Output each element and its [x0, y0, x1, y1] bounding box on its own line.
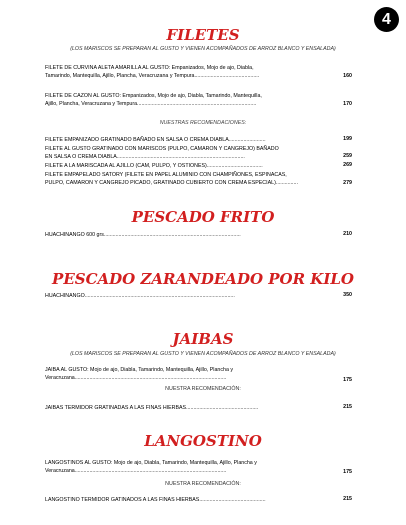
section-title-pescado-frito: PESCADO FRITO — [131, 208, 275, 226]
item-price: 175 — [343, 469, 352, 475]
item-line2: Veracruzana....................................................................................................... — [45, 375, 227, 382]
item-price: 350 — [343, 292, 352, 298]
item-line2: Ajillo, Plancha, Veracruzana y Tempura................................................................................. — [45, 101, 257, 108]
item-price: 215 — [343, 496, 352, 502]
item-line1: FILETE DE CURVINA ALETA AMARILLA AL GUSTO: Empanizados, Mojo de ajo, Diabla, — [45, 65, 254, 71]
menu-item — [45, 231, 307, 239]
filetes-subtitle: (LOS MARISCOS SE PREPARAN AL GUSTO Y VIENEN ACOMPAÑADOS DE ARROZ BLANCO Y ENSALADA) — [70, 46, 336, 52]
item-price: 269 — [343, 162, 352, 168]
item-price: 210 — [343, 231, 352, 237]
item-price: 215 — [343, 404, 352, 410]
item-line1: JAIBAS TERMIDOR GRATINADAS A LAS FINAS HIERBAS................................................. — [45, 405, 259, 411]
item-price: 279 — [343, 180, 352, 186]
item-price: 160 — [343, 73, 352, 79]
item-line1: FILETE EMPANIZADO GRATINADO BAÑADO EN SALSA O CREMA DIABLA......................... — [45, 137, 266, 143]
recommendations-label: NUESTRAS RECOMENDACIONES: — [159, 120, 247, 126]
menu-item — [45, 162, 307, 170]
menu-item — [45, 64, 307, 81]
recommendation-label: NUESTRA RECOMENDACIÓN: — [165, 386, 241, 392]
item-line1: FILETE A LA MARISCADA AL AJILLO (CAM, PULPO, Y OSTIONES)...................................... — [45, 163, 263, 169]
item-line2: PULPO, CAMARON Y CANGREJO PICADO, GRATINADO CUBIERTO CON CREMA ESPECIAL)............... — [45, 180, 298, 187]
item-line2: Tamarindo, Mantequilla, Ajillo, Plancha, Veracruzana y Tempura............................................ — [45, 73, 260, 80]
item-line1: LANGOSTINOS AL GUSTO: Mojo de ajo, Diabla, Tamarindo, Mantequilla, Ajillo, Plancha y — [45, 460, 257, 466]
jaibas-subtitle: (LOS MARISCOS SE PREPARAN AL GUSTO Y VIENEN ACOMPAÑADOS DE ARROZ BLANCO Y ENSALADA) — [70, 351, 336, 357]
menu-item — [45, 92, 307, 109]
item-line2: Veracruzana....................................................................................................... — [45, 468, 227, 475]
menu-item — [45, 136, 307, 144]
section-title-jaibas: JAIBAS — [172, 330, 234, 348]
item-price: 199 — [343, 136, 352, 142]
menu-item — [45, 145, 307, 162]
item-price: 259 — [343, 153, 352, 159]
page-number-badge: 4 — [374, 7, 399, 32]
item-line2: EN SALSA O CREMA DIABLA....................................................................................... — [45, 154, 245, 161]
section-title-zarandeado: PESCADO ZARANDEADO POR KILO — [52, 270, 354, 288]
menu-item — [45, 292, 307, 300]
menu-item — [45, 366, 307, 383]
item-price: 175 — [343, 377, 352, 383]
item-line1: HUACHINANGO...................................................................................................... — [45, 293, 235, 299]
item-line1: JAIBA AL GUSTO: Mojo de ajo, Diabla, Tamarindo, Mantequilla, Ajillo, Plancha y — [45, 367, 234, 373]
item-line1: FILETE DE CAZON AL GUSTO: Empanizados, Mojo de ajo, Diabla, Tamarindo, Mantequilla, — [45, 93, 262, 99]
menu-item — [45, 459, 307, 476]
item-line1: LANGOSTINO TERMIDOR GATINADOS A LAS FINAS HIERBAS............................................. — [45, 497, 266, 503]
menu-item — [45, 404, 307, 412]
item-line1: FILETE EMPAPELADO SATORY (FILETE EN PAPEL ALUMINIO CON CHAMPIÑONES, ESPINACAS, — [45, 172, 287, 178]
item-line1: FILETE AL GUSTO GRATINADO CON MARISCOS (PULPO, CAMARON Y CANGREJO) BAÑADO — [45, 146, 279, 152]
section-title-langostino: LANGOSTINO — [144, 432, 262, 450]
item-price: 170 — [343, 101, 352, 107]
item-line1: HUACHINANGO 600 grs............................................................................................. — [45, 232, 241, 238]
recommendation-label: NUESTRA RECOMENDACIÓN: — [165, 481, 241, 487]
menu-item — [45, 496, 307, 504]
menu-item — [45, 171, 307, 188]
section-title-filetes: FILETES — [166, 26, 240, 44]
